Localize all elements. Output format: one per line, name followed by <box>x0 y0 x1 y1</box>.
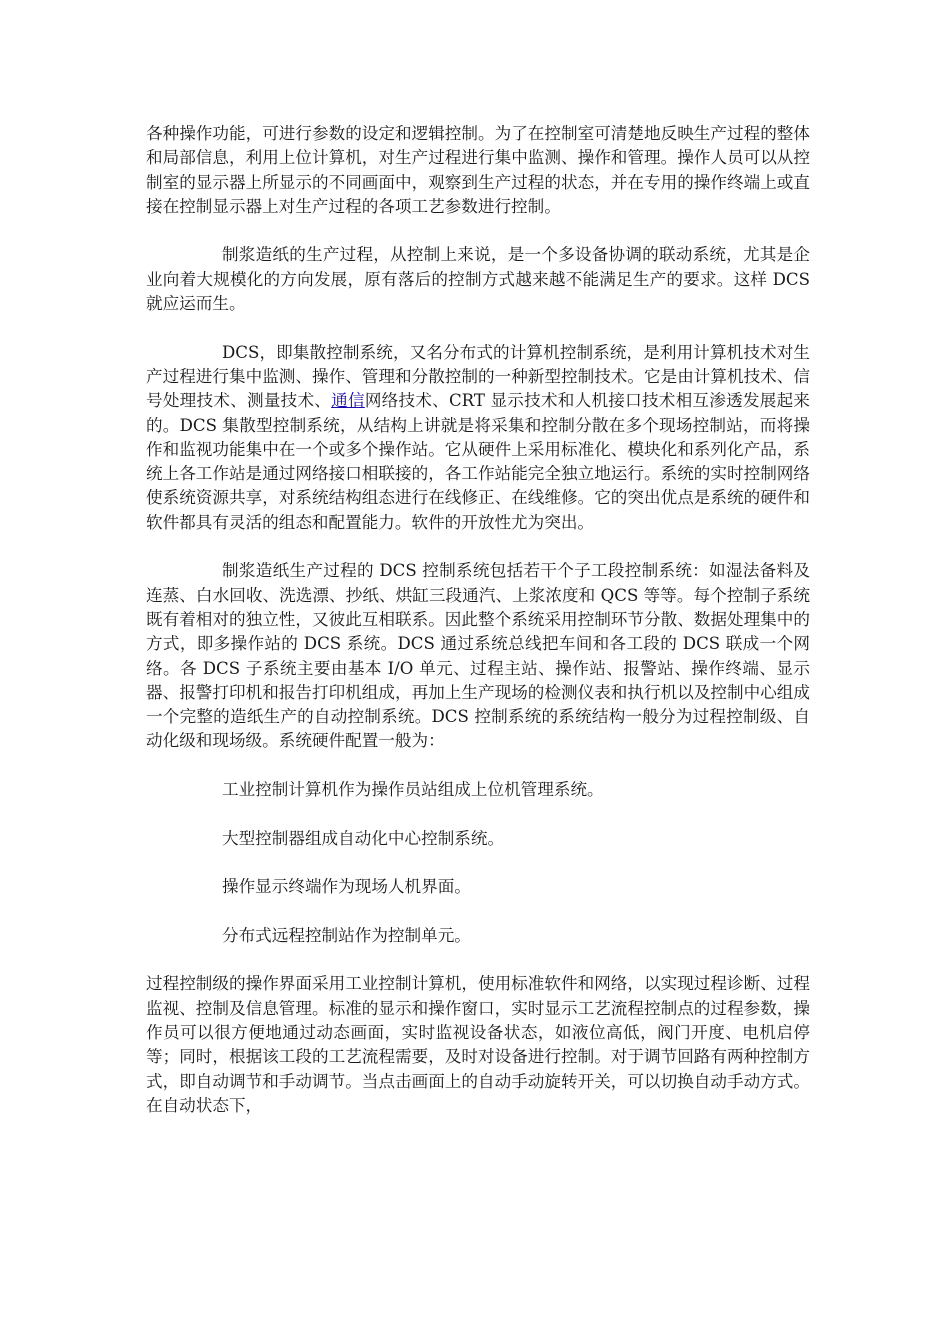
paragraph-process-control-level: 过程控制级的操作界面采用工业控制计算机，使用标准软件和网络，以实现过程诊断、过程监视、控制及信息管理。标准的显示和操作窗口，实时显示工艺流程控制点的过程参数，操作员可以很方便地通过动态画面，实时监视设备状态，如液位高低，阀门开度、电机启停等；同时，根据该工段的工艺流程需要，及时对设备进行控制。对于调节回路有两种控制方式，即自动调节和手动调节。当点击画面上的自动手动旋转开关，可以切换自动手动方式。在自动状态下， <box>146 974 810 1115</box>
paragraph-papermaking-process: 制浆造纸的生产过程，从控制上来说，是一个多设备协调的联动系统，尤其是企业向着大规模化的方向发展，原有落后的控制方式越来越不能满足生产的要求。这样 DCS 就应运而生。 <box>146 245 810 314</box>
list-item: 操作显示终端作为现场人机界面。 <box>222 877 471 897</box>
paragraph-dcs-definition <box>146 341 810 535</box>
list-item: 分布式远程控制站作为控制单元。 <box>222 925 471 945</box>
list-item: 工业控制计算机作为操作员站组成上位机管理系统。 <box>222 780 604 800</box>
document-page <box>146 122 810 1142</box>
dcs-definition-text-start: DCS，即集散控制系统，又名分布式的计算机控制系统，是利用计算机技术对生产过程进行集中监测、操作、管理和分散控制的一种新型控制技术。它是由计算机技术、信号处理技术、测量技术、 <box>146 342 810 411</box>
list-item: 大型控制器组成自动化中心控制系统。 <box>222 828 505 848</box>
communication-link[interactable]: 通信 <box>331 391 365 411</box>
paragraph-dcs-papermaking: 制浆造纸生产过程的 DCS 控制系统包括若干个子工段控制系统：如湿法备料及连蒸、白水回收、洗选漂、抄纸、烘缸三段通汽、上浆浓度和 QCS 等等。每个控制子系统既有着相对的独立性，又彼此互相联系。因此整个系统采用控制环节分散、数据处理集中的方式，即多操作站的 DCS 系统。DCS 通过系统总线把车间和各工段的 DCS 联成一个网络。各 DCS 子系统主要由基本 I/O 单元、过程主站、操作站、报警站、操作终端、显示器、报警打印机和报告打印机组成，再加上生产现场的检测仪表和执行机以及控制中心组成一个完整的造纸生产的自动控制系统。DCS 控制系统的系统结构一般分为过程控制级、自动化级和现场级。系统硬件配置一般为： <box>146 561 810 751</box>
paragraph-operation-functions: 各种操作功能，可进行参数的设定和逻辑控制。为了在控制室可清楚地反映生产过程的整体和局部信息，利用上位计算机，对生产过程进行集中监测、操作和管理。操作人员可以从控制室的显示器上所显示的不同画面中，观察到生产过程的状态，并在专用的操作终端上或直接在控制显示器上对生产过程的各项工艺参数进行控制。 <box>146 124 810 216</box>
dcs-definition-text-end: 网络技术、CRT 显示技术和人机接口技术相互渗透发展起来的。DCS 集散型控制系统，从结构上讲就是将采集和控制分散在多个现场控制站，而将操作和监视功能集中在一个或多个操作站。它从硬件上采用标准化、模块化和系列化产品，系统上各工作站是通过网络接口相联接的，各工作站能完全独立地运行。系统的实时控制网络使系统资源共享，对系统结构组态进行在线修正、在线维修。它的突出优点是系统的硬件和软件都具有灵活的组态和配置能力。软件的开放性尤为突出。 <box>146 391 811 532</box>
